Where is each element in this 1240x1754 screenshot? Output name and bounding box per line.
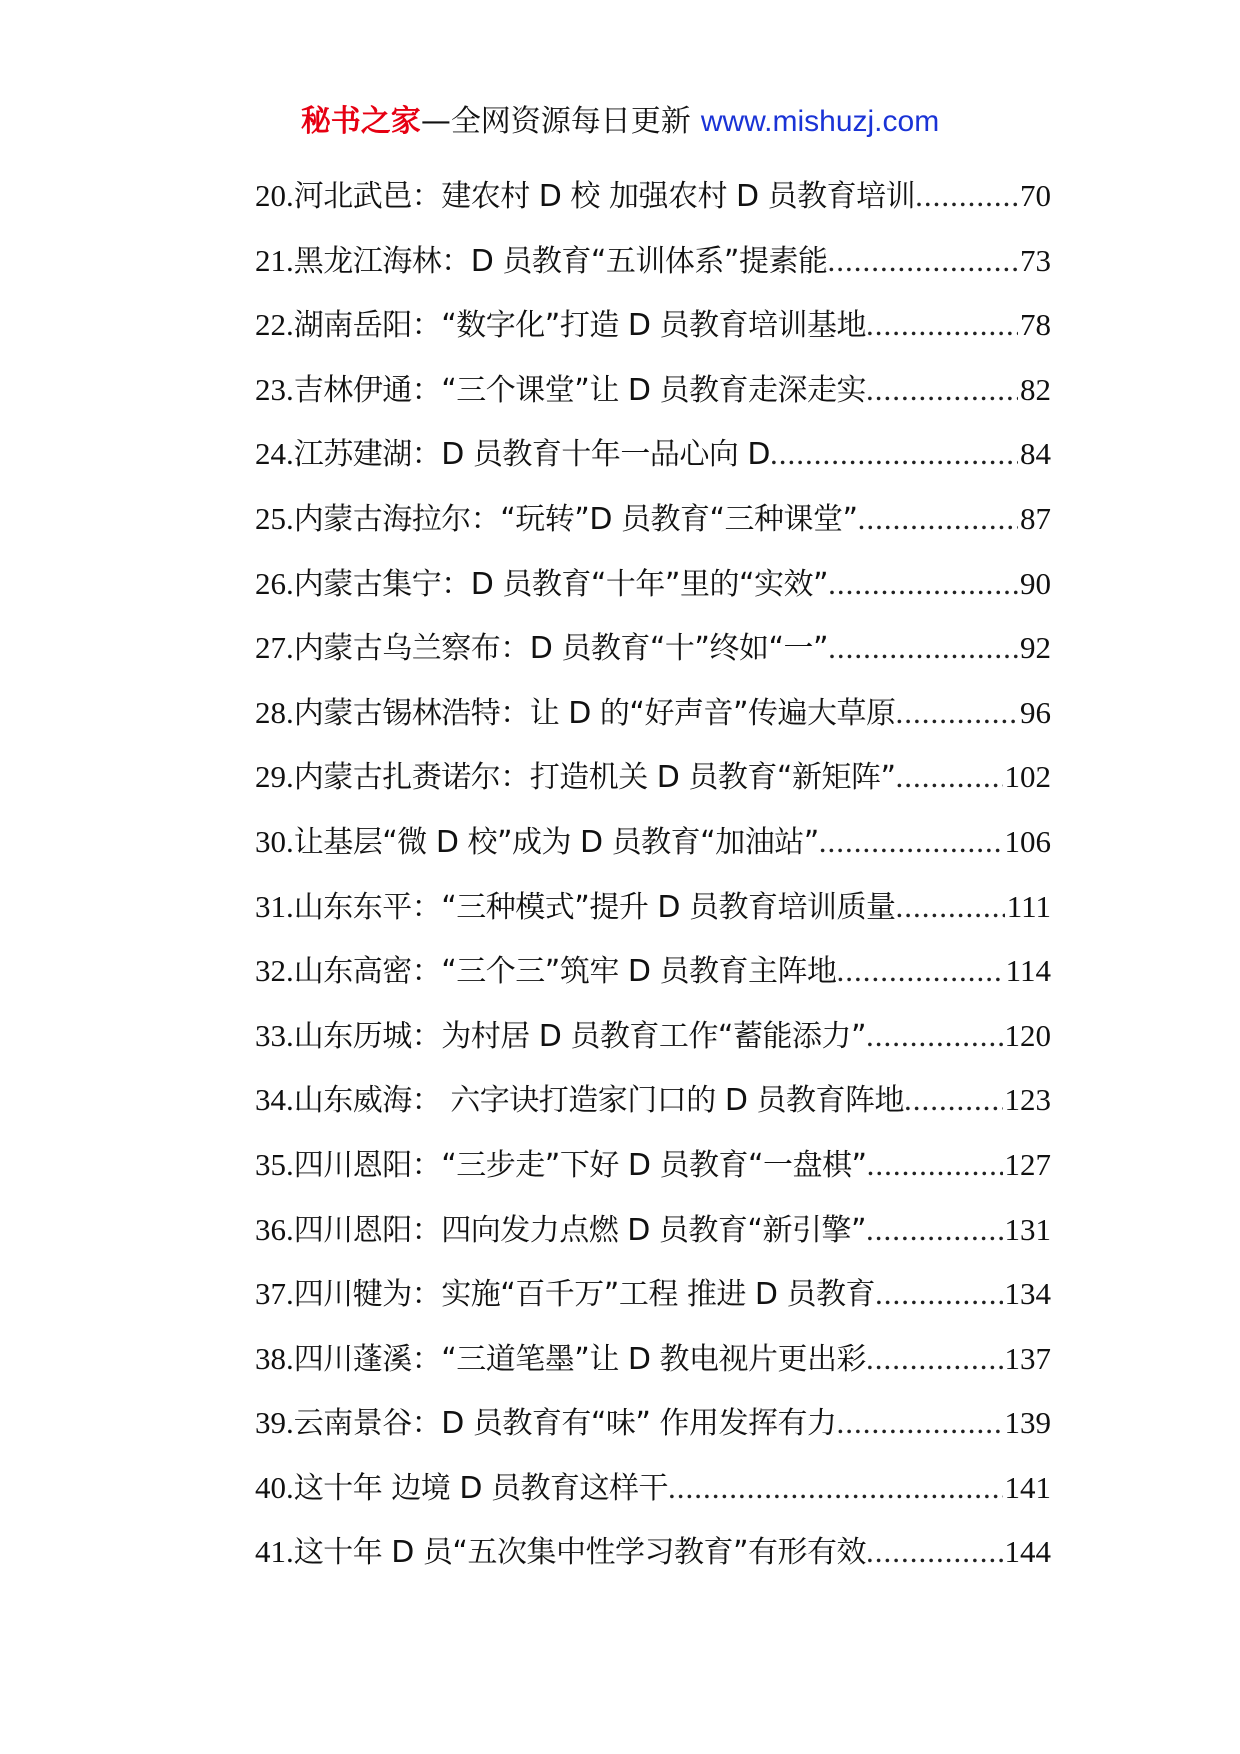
toc-entry[interactable]: [255, 229, 1051, 294]
toc-dot-leader: [866, 1520, 1002, 1585]
toc-entry-number: 36.: [255, 1211, 294, 1247]
toc-entry[interactable]: [255, 487, 1051, 552]
toc-page-number: 111: [1006, 888, 1051, 924]
toc-entry[interactable]: [255, 1391, 1051, 1456]
toc-dot-leader: [770, 422, 1018, 487]
toc-entry-number: 34.: [255, 1082, 294, 1118]
toc-entry-title: 四川蓬溪：“三道笔墨”让 D 教电视片更出彩: [293, 1341, 867, 1377]
toc-page-number: 114: [1005, 953, 1051, 989]
toc-dot-leader: [668, 1456, 1003, 1521]
table-of-contents: [255, 164, 1051, 1585]
toc-dot-leader: [837, 939, 1004, 1004]
toc-entry-number: 31.: [255, 888, 294, 924]
toc-page-number: 141: [1004, 1469, 1051, 1505]
toc-entry-title: 内蒙古集宁：D 员教育“十年”里的“实效”: [293, 566, 829, 602]
toc-dot-leader: [896, 681, 1018, 746]
toc-dot-leader: [866, 293, 1018, 358]
toc-dot-leader: [867, 1133, 1003, 1198]
toc-entry-number: 37.: [255, 1276, 294, 1312]
toc-entry-title: 云南景谷：D 员教育有“味” 作用发挥有力: [293, 1406, 837, 1442]
toc-entry[interactable]: [255, 1198, 1051, 1263]
toc-entry-title: 黑龙江海林：D 员教育“五训体系”提素能: [293, 243, 828, 279]
toc-page-number: 137: [1004, 1340, 1051, 1376]
toc-entry-title: 河北武邑：建农村 D 校 加强农村 D 员教育培训: [293, 179, 916, 214]
toc-entry-title: 这十年 边境 D 员教育这样干: [293, 1470, 668, 1506]
toc-entry-number: 40.: [255, 1469, 294, 1505]
toc-page-number: 120: [1004, 1017, 1051, 1053]
toc-entry[interactable]: [255, 616, 1051, 681]
toc-entry[interactable]: [255, 1133, 1051, 1198]
toc-entry[interactable]: [255, 681, 1051, 746]
toc-entry[interactable]: [255, 422, 1051, 487]
toc-page-number: 131: [1004, 1211, 1051, 1247]
toc-entry-number: 30.: [255, 823, 294, 859]
toc-page-number: 78: [1020, 307, 1051, 343]
toc-page-number: 102: [1004, 759, 1051, 795]
toc-page-number: 127: [1004, 1146, 1051, 1182]
toc-entry[interactable]: [255, 1520, 1051, 1585]
website-link[interactable]: www.mishuzj.com: [700, 105, 940, 138]
toc-entry-title: 内蒙古锡林浩特：让 D 的“好声音”传遍大草原: [293, 695, 896, 731]
toc-entry-number: 33.: [255, 1017, 294, 1053]
toc-entry-title: 四川恩阳：“三步走”下好 D 员教育“一盘棋”: [293, 1147, 867, 1183]
toc-dot-leader: [827, 229, 1018, 294]
toc-entry[interactable]: [255, 552, 1051, 617]
toc-dot-leader: [866, 1004, 1002, 1069]
toc-dot-leader: [837, 1391, 1003, 1456]
toc-entry[interactable]: [255, 164, 1051, 229]
toc-entry-title: 山东高密：“三个三”筑牢 D 员教育主阵地: [293, 954, 837, 990]
toc-entry-title: 吉林伊通：“三个课堂”让 D 员教育走深走实: [293, 372, 867, 408]
toc-dot-leader: [866, 358, 1018, 423]
toc-page-number: 92: [1020, 630, 1051, 666]
toc-entry-number: 22.: [255, 307, 294, 343]
toc-dot-leader: [875, 1262, 1002, 1327]
toc-entry-title: 内蒙古乌兰察布：D 员教育“十”终如“一”: [293, 631, 829, 667]
toc-entry[interactable]: [255, 1004, 1051, 1069]
toc-page-number: 134: [1004, 1276, 1051, 1312]
toc-dot-leader: [819, 810, 1003, 875]
toc-page-number: 96: [1020, 694, 1051, 730]
toc-page-number: 82: [1020, 371, 1051, 407]
toc-page-number: 90: [1020, 565, 1051, 601]
toc-entry-number: 35.: [255, 1146, 294, 1182]
toc-entry[interactable]: [255, 875, 1051, 940]
toc-dot-leader: [904, 1068, 1003, 1133]
toc-entry[interactable]: [255, 810, 1051, 875]
toc-page-number: 70: [1020, 178, 1051, 213]
toc-entry-number: 24.: [255, 436, 294, 472]
toc-page-number: 139: [1004, 1405, 1051, 1441]
toc-dot-leader: [828, 552, 1018, 617]
toc-page-number: 87: [1020, 500, 1051, 536]
toc-entry[interactable]: [255, 358, 1051, 423]
toc-dot-leader: [915, 164, 1018, 229]
toc-entry-number: 38.: [255, 1340, 294, 1376]
toc-page-number: 123: [1004, 1082, 1051, 1118]
toc-entry-title: 江苏建湖：D 员教育十年一品心向 D: [293, 437, 771, 473]
toc-page-number: 144: [1004, 1534, 1051, 1570]
toc-entry[interactable]: [255, 1262, 1051, 1327]
toc-dot-leader: [866, 1327, 1002, 1392]
toc-entry-title: 山东东平：“三种模式”提升 D 员教育培训质量: [293, 889, 896, 925]
toc-entry-title: 湖南岳阳：“数字化”打造 D 员教育培训基地: [293, 308, 867, 344]
toc-entry[interactable]: [255, 1456, 1051, 1521]
toc-entry-title: 内蒙古海拉尔：“玩转”D 员教育“三种课堂”: [293, 501, 858, 537]
toc-dot-leader: [858, 487, 1018, 552]
toc-entry[interactable]: [255, 1327, 1051, 1392]
toc-entry-title: 内蒙古扎赉诺尔：打造机关 D 员教育“新矩阵”: [293, 760, 896, 796]
toc-entry-number: 32.: [255, 953, 294, 989]
header-tagline: —全网资源每日更新: [420, 104, 691, 139]
toc-dot-leader: [828, 616, 1018, 681]
toc-entry-number: 27.: [255, 630, 294, 666]
toc-page-number: 73: [1020, 242, 1051, 278]
toc-entry-title: 四川恩阳：四向发力点燃 D 员教育“新引擎”: [293, 1212, 867, 1248]
toc-entry-number: 20.: [255, 178, 294, 213]
toc-entry-number: 26.: [255, 565, 294, 601]
toc-entry-number: 41.: [255, 1534, 294, 1570]
page-header: [0, 100, 1240, 144]
toc-entry-title: 山东历城：为村居 D 员教育工作“蓄能添力”: [293, 1018, 867, 1054]
toc-entry-title: 山东威海： 六字诀打造家门口的 D 员教育阵地: [293, 1083, 904, 1119]
toc-entry-number: 21.: [255, 242, 294, 278]
brand-name: 秘书之家: [300, 104, 421, 139]
toc-entry-number: 23.: [255, 371, 294, 407]
toc-entry[interactable]: [255, 1068, 1051, 1133]
toc-entry-number: 25.: [255, 500, 294, 536]
toc-entry-title: 四川犍为：实施“百千万”工程 推进 D 员教育: [293, 1277, 876, 1313]
toc-entry-number: 39.: [255, 1405, 294, 1441]
toc-dot-leader: [866, 1198, 1002, 1263]
toc-dot-leader: [896, 745, 1003, 810]
toc-entry-title: 让基层“微 D 校”成为 D 员教育“加油站”: [293, 824, 819, 860]
toc-page-number: 106: [1004, 823, 1051, 859]
toc-entry[interactable]: [255, 939, 1051, 1004]
toc-entry[interactable]: [255, 293, 1051, 358]
toc-entry[interactable]: [255, 745, 1051, 810]
toc-dot-leader: [896, 875, 1005, 940]
toc-entry-title: 这十年 D 员“五次集中性学习教育”有形有效: [293, 1535, 867, 1571]
toc-entry-number: 29.: [255, 759, 294, 795]
toc-entry-number: 28.: [255, 694, 294, 730]
toc-page-number: 84: [1020, 436, 1051, 472]
